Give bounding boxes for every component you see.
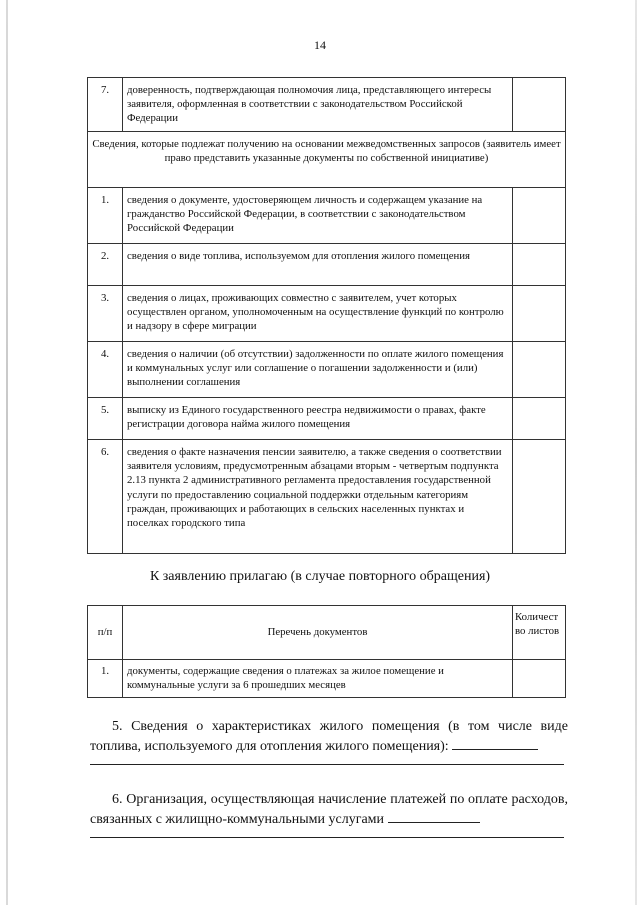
section-6-paragraph xyxy=(90,790,568,830)
section-6-text: 6. Организация, осуществляющая начисление платежей по оплате расходов, связанных с жилищно-коммунальными услугами xyxy=(90,792,568,827)
row-text: сведения о виде топлива, используемом для отопления жилого помещения xyxy=(123,244,513,286)
row-number: 3. xyxy=(88,286,123,342)
row-text: сведения о факте назначения пенсии заявителю, а также сведения о соответствии заявителя условиям, предусмотренным абзацами вторым - четвертым подпункта 2.13 пункта 2 административного регламента предоставления государственной услуги по предоставлению социальной поддержки отдельным категориям граждан, проживающих и работающих в сельских населенных пунктах и поселках городского типа xyxy=(123,440,513,554)
checkbox-cell[interactable] xyxy=(513,286,566,342)
section-5-text: 5. Сведения о характеристиках жилого помещения (в том числе виде топлива, используемого для отопления жилого помещения): xyxy=(90,719,568,754)
row-text: сведения о лицах, проживающих совместно с заявителем, учет которых осуществлен органом, уполномоченным на осуществление функций по контролю и надзору в сфере миграции xyxy=(123,286,513,342)
row-text: сведения о документе, удостоверяющем личность и содержащем указание на гражданство Российской Федерации, в соответствии с законодательством Российской Федерации xyxy=(123,188,513,244)
row-number: 7. xyxy=(88,78,123,132)
column-header-count: Количество листов xyxy=(513,606,566,660)
section-6-input-line[interactable] xyxy=(388,810,480,823)
checkbox-cell[interactable] xyxy=(513,342,566,398)
row-text: документы, содержащие сведения о платежах за жилое помещение и коммунальные услуги за 6 прошедших месяцев xyxy=(123,660,513,698)
checkbox-cell[interactable] xyxy=(513,78,566,132)
scan-edge-left xyxy=(6,0,8,905)
table-row xyxy=(88,398,566,440)
table-header-row xyxy=(88,606,566,660)
table-row xyxy=(88,188,566,244)
row-text: выписку из Единого государственного реестра недвижимости о правах, факте регистрации договора найма жилого помещения xyxy=(123,398,513,440)
row-number: 4. xyxy=(88,342,123,398)
section-5-input-line[interactable] xyxy=(452,737,538,750)
table-row xyxy=(88,342,566,398)
row-number: 1. xyxy=(88,660,123,698)
row-text: сведения о наличии (об отсутствии) задолженности по оплате жилого помещения и коммунальных услуг или соглашение о погашении задолженности и (или) выполнении соглашения xyxy=(123,342,513,398)
checkbox-cell[interactable] xyxy=(513,244,566,286)
sheet-count-cell[interactable] xyxy=(513,660,566,698)
section-5-paragraph xyxy=(90,717,568,757)
section-5-full-line[interactable] xyxy=(90,764,564,765)
column-header-number: п/п xyxy=(88,606,123,660)
attachments-table xyxy=(87,605,566,698)
table-row xyxy=(88,78,566,132)
row-number: 5. xyxy=(88,398,123,440)
checkbox-cell[interactable] xyxy=(513,440,566,554)
checkbox-cell[interactable] xyxy=(513,398,566,440)
row-number: 6. xyxy=(88,440,123,554)
row-text: доверенность, подтверждающая полномочия лица, представляющего интересы заявителя, оформленная в соответствии с законодательством Российской Федерации xyxy=(123,78,513,132)
page-number: 14 xyxy=(314,38,326,52)
row-number: 2. xyxy=(88,244,123,286)
section-6-full-line[interactable] xyxy=(90,837,564,838)
table-row xyxy=(88,660,566,698)
section-row xyxy=(88,132,566,188)
table-row xyxy=(88,244,566,286)
column-header-list: Перечень документов xyxy=(123,606,513,660)
attachments-heading: К заявлению прилагаю (в случае повторного обращения) xyxy=(149,569,491,584)
checkbox-cell[interactable] xyxy=(513,188,566,244)
table-row xyxy=(88,286,566,342)
row-number: 1. xyxy=(88,188,123,244)
documents-table xyxy=(87,77,566,554)
section-title: Сведения, которые подлежат получению на основании межведомственных запросов (заявитель имеет право представить указанные документы по собственной инициативе) xyxy=(88,132,566,188)
table-row xyxy=(88,440,566,554)
scan-edge-right xyxy=(635,0,637,905)
